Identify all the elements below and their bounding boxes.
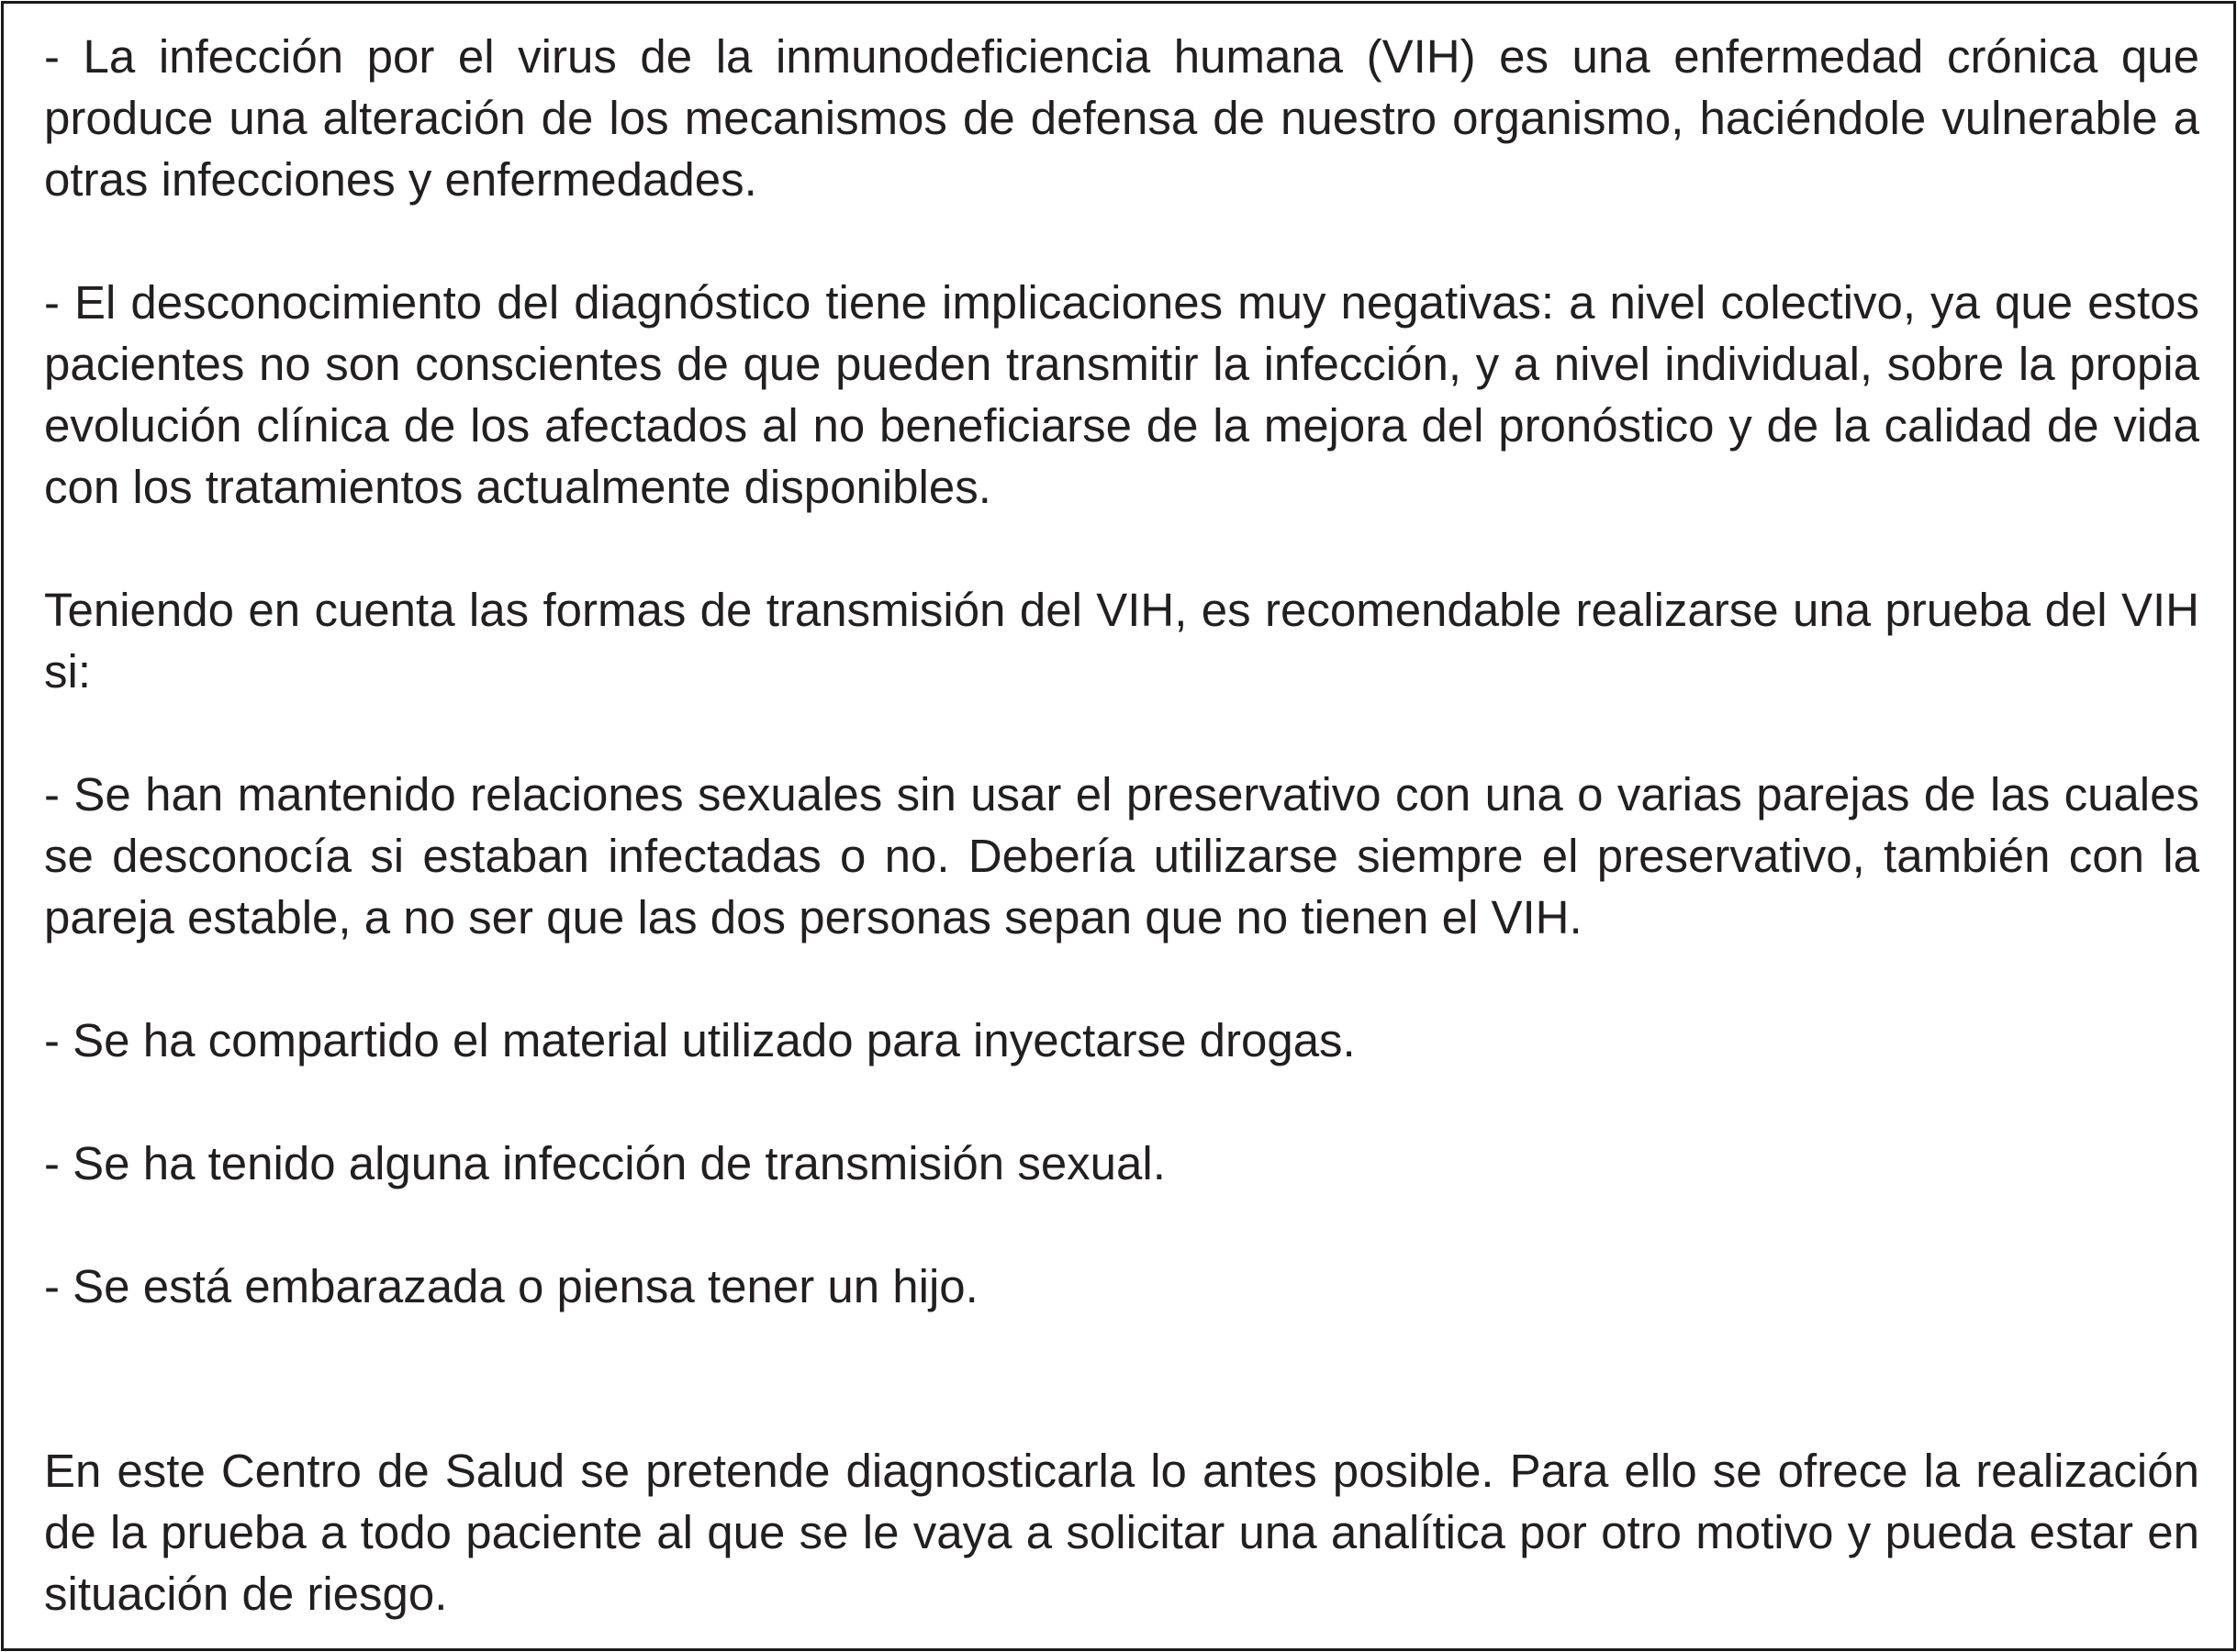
paragraph-risk-shared-injection: - Se ha compartido el material utilizado para inyectarse drogas. bbox=[44, 1014, 1356, 1066]
paragraph-risk-sti: - Se ha tenido alguna infección de transmisión sexual. bbox=[44, 1137, 1166, 1189]
document-frame bbox=[1, 1, 2236, 1651]
paragraph-undiagnosed-implications: - El desconocimiento del diagnóstico tiene implicaciones muy negativas: a nivel colectivo, ya que estos pacientes no son conscientes de que pueden transmitir la infección, y a nivel individual, sobre la propia evolución clínica de los afectados al no beneficiarse de la mejora del pronóstico y de la calidad de vida con los tratamientos actualmente disponibles. bbox=[44, 276, 2199, 513]
paragraph-testing-intro: Teniendo en cuenta las formas de transmisión del VIH, es recomendable realizarse una prueba del VIH si: bbox=[44, 584, 2199, 698]
paragraph-hiv-definition: - La infección por el virus de la inmunodeficiencia humana (VIH) es una enfermedad crónica que produce una alteración de los mecanismos de defensa de nuestro organismo, haciéndole vulnerable a otras infecciones y enfermedades. bbox=[44, 30, 2199, 206]
paragraph-risk-sexual-relations: - Se han mantenido relaciones sexuales sin usar el preservativo con una o varias parejas de las cuales se desconocía si estaban infectadas o no. Debería utilizarse siempre el preservativo, también con la pareja estable, a no ser que las dos personas sepan que no tienen el VIH. bbox=[44, 768, 2199, 943]
paragraph-health-center-offer: En este Centro de Salud se pretende diagnosticarla lo antes posible. Para ello se ofrece la realización de la prueba a todo paciente al que se le vaya a solicitar una analítica por otro motivo y pueda estar en situación de riesgo. bbox=[44, 1445, 2199, 1620]
paragraph-risk-pregnancy: - Se está embarazada o piensa tener un hijo. bbox=[44, 1260, 979, 1312]
document-body bbox=[44, 26, 2199, 1624]
